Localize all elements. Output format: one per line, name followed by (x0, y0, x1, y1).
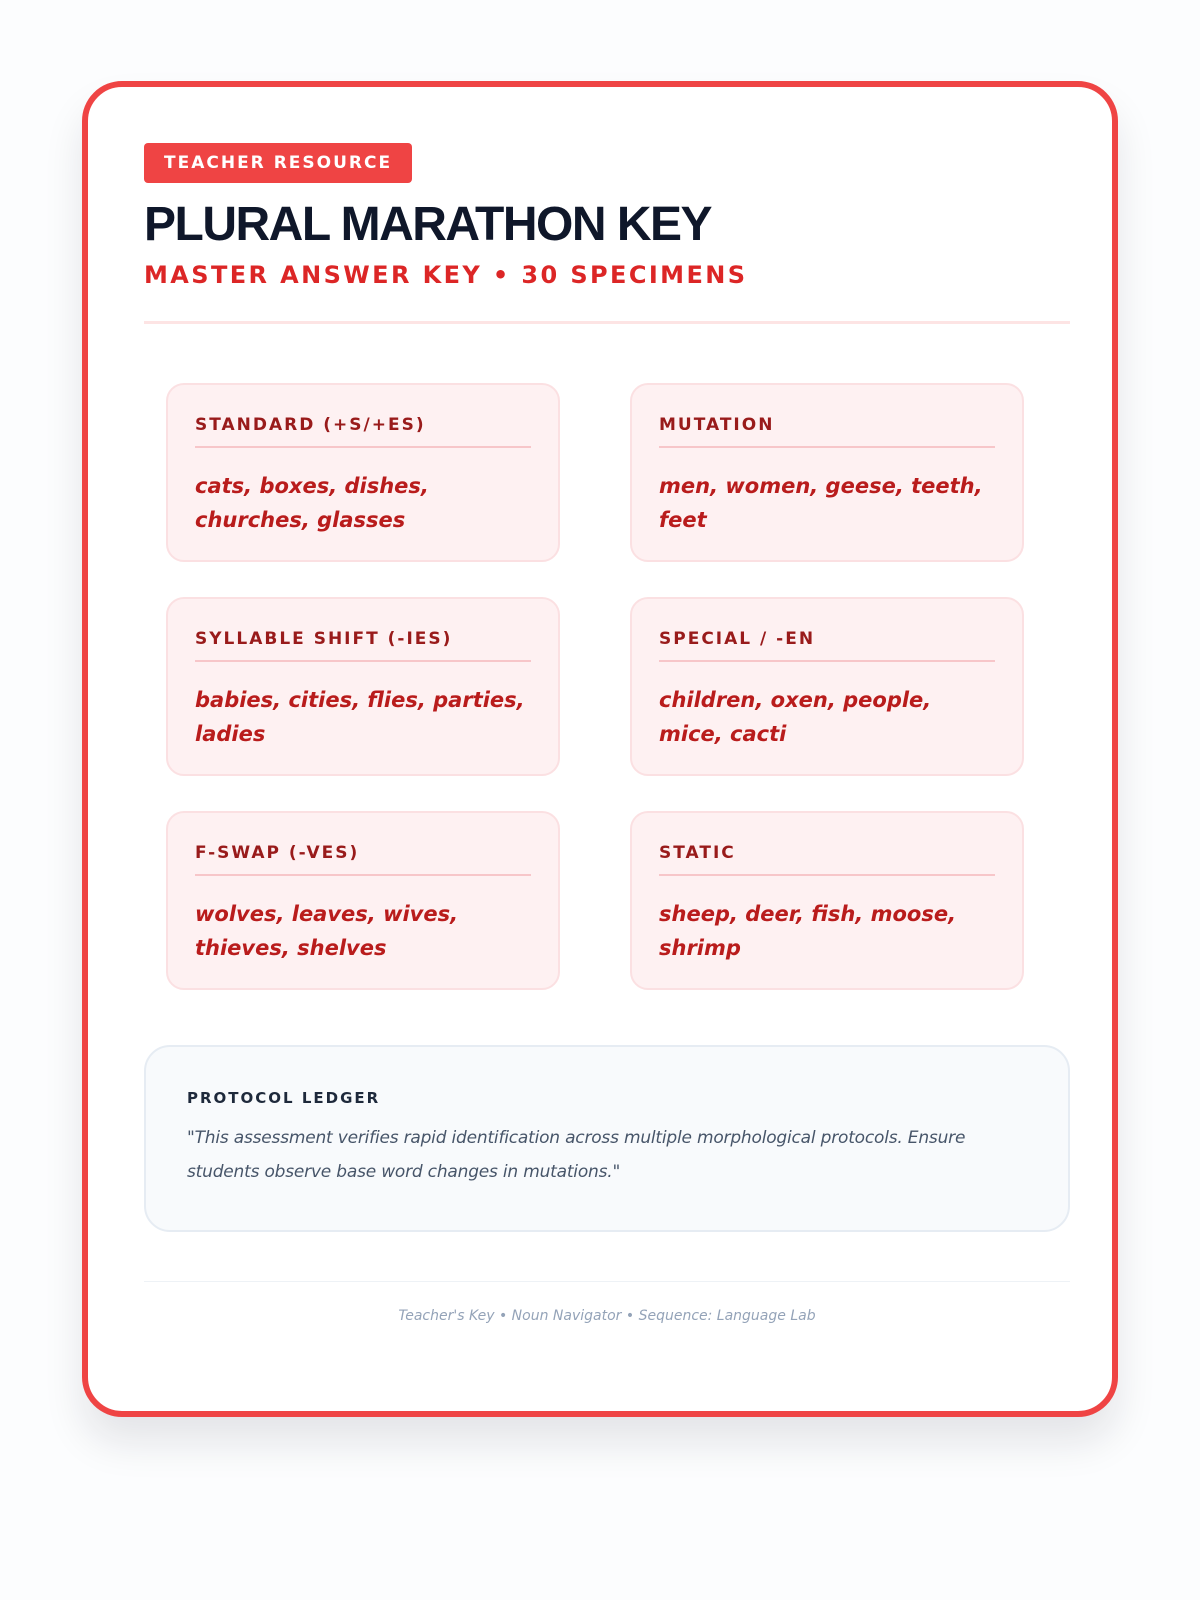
answer-key-sheet (82, 81, 1118, 1417)
page-subtitle: MASTER ANSWER KEY • 30 SPECIMENS (144, 261, 748, 289)
footer-text: Teacher's Key • Noun Navigator • Sequence: Language Lab (398, 1308, 816, 1324)
category-words: babies, cities, flies, parties, ladies (195, 688, 525, 746)
category-card-special-en (630, 597, 1024, 776)
ledger-quote: "This assessment verifies rapid identification across multiple morphological protocols. Ensure students observe base word changes in mutations." (187, 1128, 966, 1182)
category-heading: SYLLABLE SHIFT (-IES) (195, 627, 531, 662)
category-heading: STATIC (659, 841, 995, 876)
category-heading: STANDARD (+S/+ES) (195, 413, 531, 448)
ledger-heading: PROTOCOL LEDGER (187, 1089, 381, 1107)
page-title: PLURAL MARATHON KEY (144, 198, 712, 251)
category-card-static (630, 811, 1024, 990)
category-heading: F-SWAP (-VES) (195, 841, 531, 876)
category-words: wolves, leaves, wives, thieves, shelves (195, 902, 459, 960)
footer-divider (144, 1281, 1070, 1282)
category-card-mutation (630, 383, 1024, 562)
category-card-standard (166, 383, 560, 562)
category-words: children, oxen, people, mice, cacti (659, 688, 932, 746)
category-words: sheep, deer, fish, moose, shrimp (659, 902, 957, 960)
protocol-ledger (144, 1045, 1070, 1232)
header-divider (144, 321, 1070, 324)
category-words: men, women, geese, teeth, feet (659, 474, 983, 532)
teacher-resource-badge: TEACHER RESOURCE (144, 143, 412, 183)
category-card-syllable-shift (166, 597, 560, 776)
category-heading: SPECIAL / -EN (659, 627, 995, 662)
category-heading: MUTATION (659, 413, 995, 448)
category-words: cats, boxes, dishes, churches, glasses (195, 474, 429, 532)
category-card-f-swap (166, 811, 560, 990)
